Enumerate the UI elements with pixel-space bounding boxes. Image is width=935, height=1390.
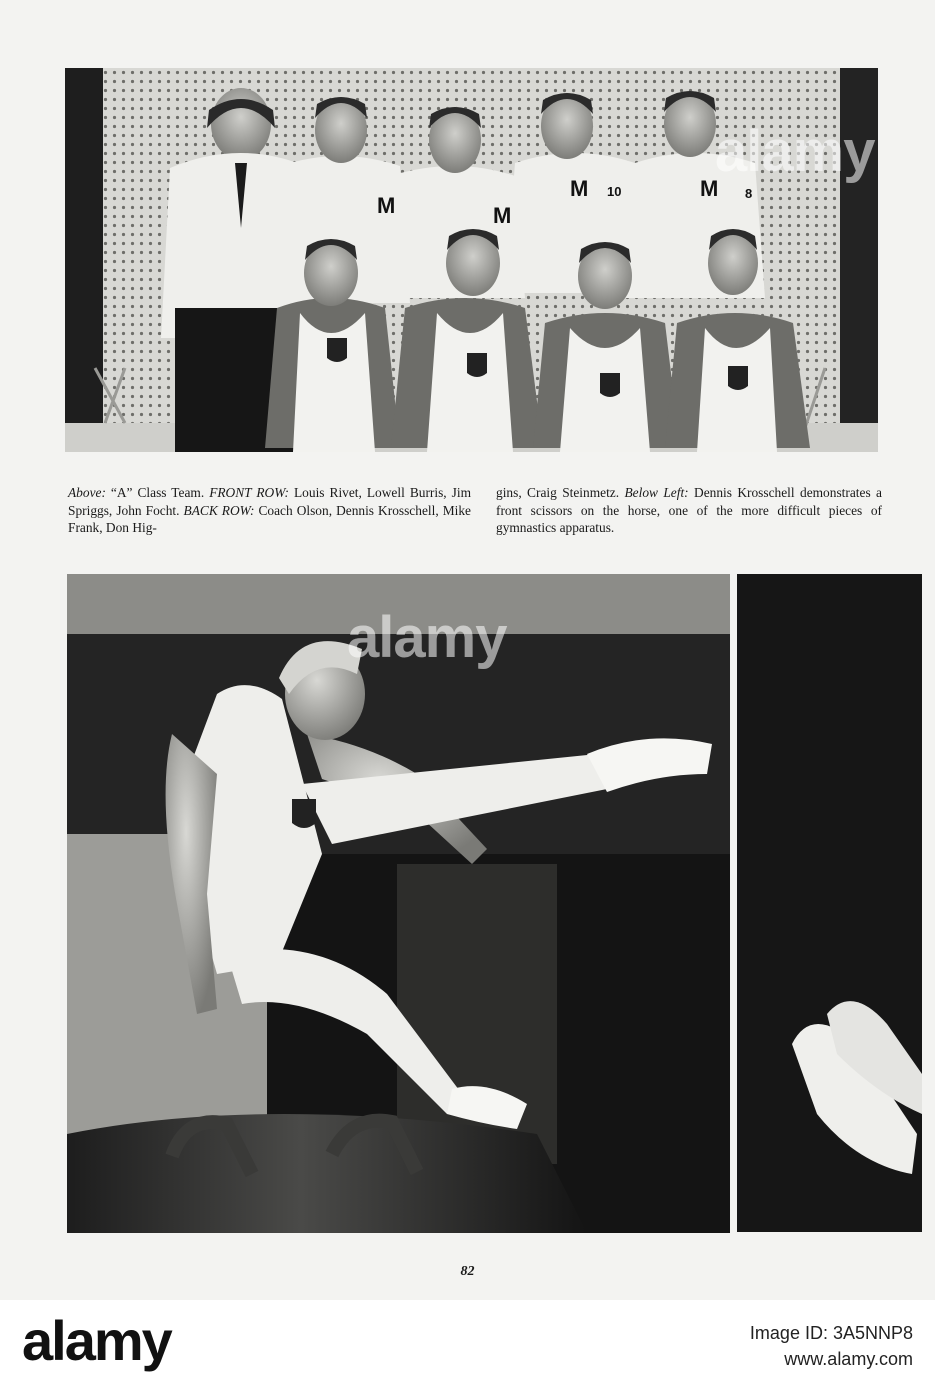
right-photo-strip: [737, 574, 922, 1232]
jacket-mark-1: M: [377, 193, 396, 218]
caption-above-text: “A” Class Team.: [105, 485, 210, 500]
caption-continued-text: gins, Craig Steinmetz.: [496, 485, 625, 500]
watermark: alamy: [715, 119, 875, 184]
caption-front-text: Louis Rivet, Lowell Burris, Jim Spriggs, John Focht.: [68, 485, 472, 518]
caption-right: [496, 484, 882, 537]
watermark: alamy: [347, 605, 507, 670]
caption-below-label: Below Left:: [624, 485, 689, 500]
footer-logo: alamy: [22, 1309, 171, 1372]
caption-back-text: Coach Olson, Dennis Krosschell, Mike Frank, Don Hig-: [68, 502, 471, 535]
caption-left: [68, 484, 471, 537]
caption-above-label: Above:: [68, 485, 106, 500]
page-number: 82: [460, 1264, 475, 1279]
gymnast-photo: [67, 574, 730, 1233]
jacket-mark-4: M: [700, 176, 719, 201]
caption-back-label: BACK ROW:: [183, 502, 255, 518]
team-photo: [65, 68, 878, 452]
site-url: www.alamy.com: [784, 1349, 913, 1369]
jacket-number-10: 10: [607, 184, 622, 199]
image-id: Image ID: 3A5NNP8: [749, 1323, 913, 1343]
caption-below-text: Dennis Krosschell demonstrates a front scissors on the horse, one of the more difficult pieces of gymnastics apparatus.: [496, 485, 882, 535]
gymnast-photo-image: [67, 574, 730, 1233]
caption-front-label: FRONT ROW:: [209, 485, 289, 500]
jacket-mark-3: M: [570, 176, 589, 201]
stock-footer: [0, 1300, 935, 1390]
jacket-number-8: 8: [745, 186, 753, 201]
footer-image-info: [750, 1320, 913, 1372]
jacket-mark-2: M: [493, 203, 512, 228]
right-photo-image: [737, 574, 922, 1232]
